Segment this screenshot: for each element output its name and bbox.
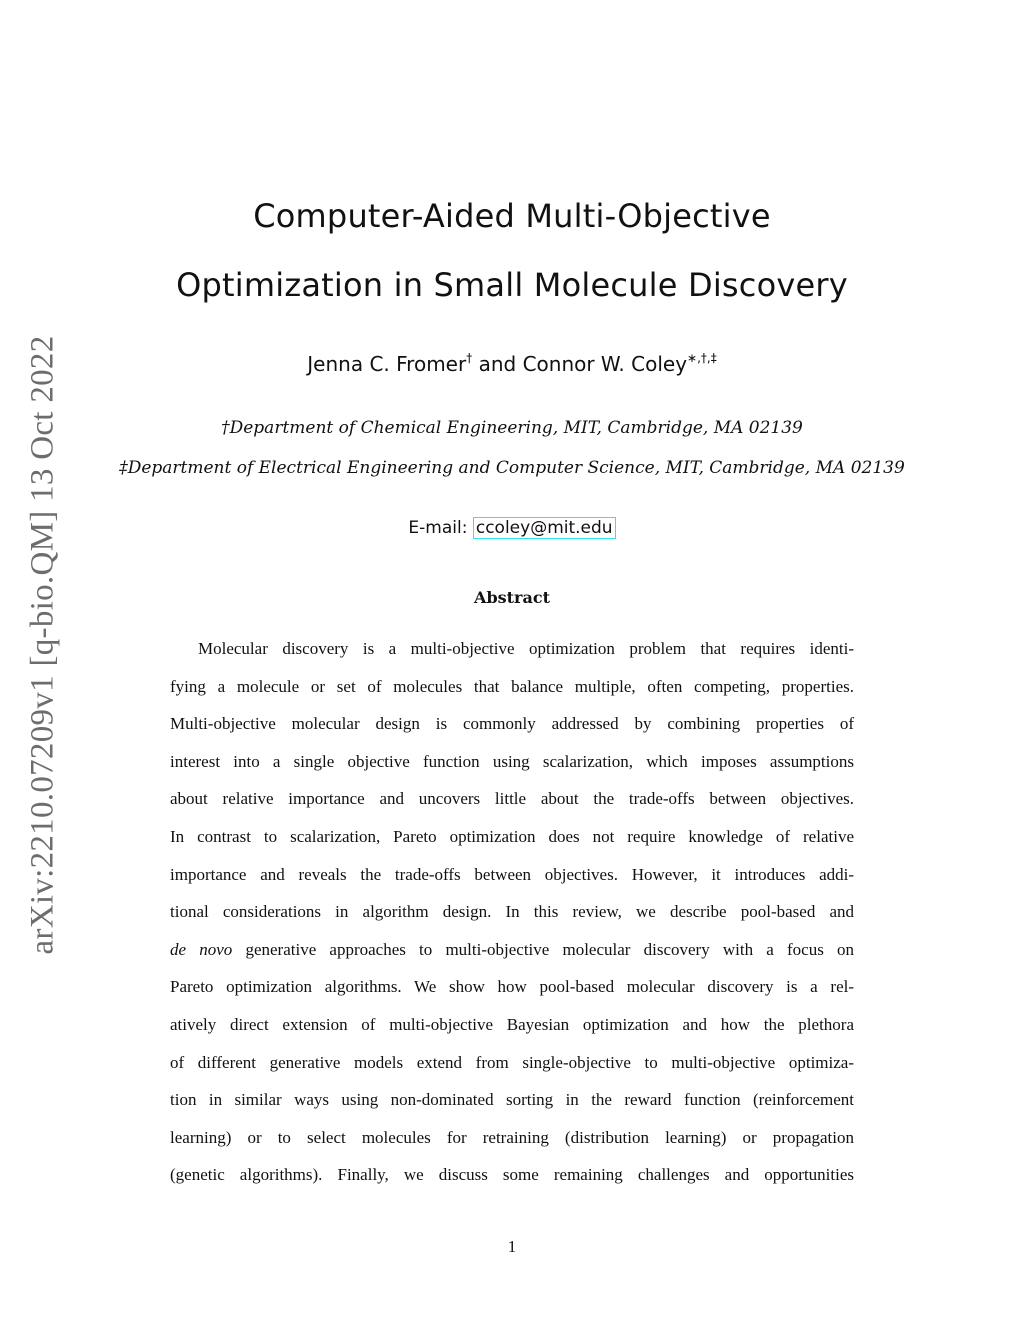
email-link[interactable]: ccoley@mit.edu — [473, 517, 616, 539]
abstract-line: In contrast to scalarization, Pareto optimization does not require knowledge of relative — [170, 826, 854, 846]
abstract-line: of different generative models extend from single-objective to multi-objective optimiza- — [170, 1052, 854, 1072]
abstract-line: importance and reveals the trade-offs between objectives. However, it introduces addi- — [170, 864, 854, 884]
abstract-line: (genetic algorithms). Finally, we discuss some remaining challenges and opportunities — [170, 1165, 854, 1185]
affiliation-eecs: ‡Department of Electrical Engineering and Computer Science, MIT, Cambridge, MA 02139 — [119, 458, 905, 478]
author-list — [0, 352, 1024, 376]
author-conjunction: and — [472, 352, 523, 376]
abstract-line: fying a molecule or set of molecules that balance multiple, often competing, properties. — [170, 676, 854, 696]
author-fromer: Jenna C. Fromer — [307, 352, 467, 376]
arxiv-identifier[interactable]: arXiv:2210.07209v1 [q-bio.QM] 13 Oct 2022 — [24, 335, 61, 955]
abstract-emphasis-de-novo: de novo — [170, 939, 233, 959]
affiliation-chemical-engineering: †Department of Chemical Engineering, MIT, Cambridge, MA 02139 — [221, 418, 803, 438]
email-label: E-mail: — [408, 518, 473, 538]
abstract-line: atively direct extension of multi-objective Bayesian optimization and how the plethora — [170, 1014, 854, 1034]
paper-title-line-1: Computer-Aided Multi-Objective — [253, 197, 771, 235]
author-coley: Connor W. Coley — [522, 352, 688, 376]
paper-title-line-2: Optimization in Small Molecule Discovery — [176, 266, 848, 304]
abstract-line: Molecular discovery is a multi-objective optimization problem that requires identi- — [198, 639, 854, 658]
abstract-line: Multi-objective molecular design is commonly addressed by combining properties of — [170, 714, 854, 734]
abstract-line-text: generative approaches to multi-objective molecular discovery with a focus on — [245, 939, 855, 959]
abstract-line: Pareto optimization algorithms. We show how pool-based molecular discovery is a rel- — [170, 977, 854, 997]
abstract-line: interest into a single objective function using scalarization, which imposes assumptions — [170, 751, 854, 771]
abstract-line: learning) or to select molecules for retraining (distribution learning) or propagation — [170, 1127, 854, 1147]
abstract-line: about relative importance and uncovers little about the trade-offs between objectives. — [170, 789, 854, 809]
author-fromer-affil-mark: † — [466, 351, 473, 365]
author-coley-affil-marks: ∗,†,‡ — [687, 351, 717, 365]
abstract-line: tion in similar ways using non-dominated sorting in the reward function (reinforcement — [170, 1090, 854, 1110]
abstract-body — [170, 630, 854, 1194]
contact-email — [0, 517, 1024, 539]
abstract-heading: Abstract — [474, 588, 550, 607]
page-number: 1 — [507, 1237, 517, 1256]
abstract-line — [170, 931, 854, 969]
abstract-line: tional considerations in algorithm design. In this review, we describe pool-based and — [170, 902, 854, 922]
